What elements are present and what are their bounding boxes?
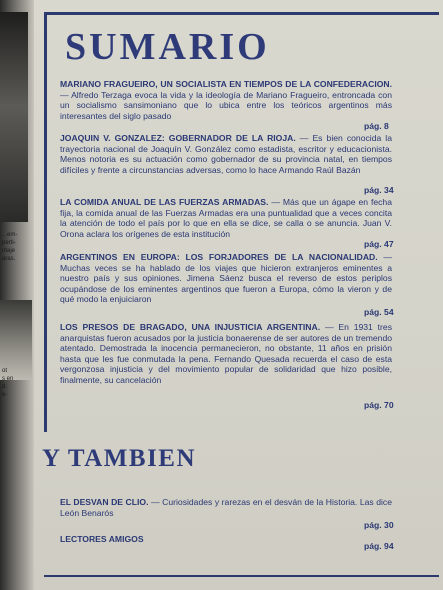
entry-heading: JOAQUIN V. GONZALEZ: GOBERNADOR DE LA RIOJA. <box>60 133 296 143</box>
contents-entry <box>60 79 392 121</box>
margin-fragment: d. <box>2 384 8 390</box>
margin-fragment: aras. <box>2 256 16 262</box>
page-number: pág. 47 <box>364 239 394 249</box>
adjacent-photo-top <box>0 12 28 222</box>
entry-heading: LA COMIDA ANUAL DE LAS FUERZAS ARMADAS. <box>60 197 269 207</box>
top-rule <box>44 12 439 15</box>
margin-fragment: s en <box>2 376 14 382</box>
margin-fragment: ...em- <box>2 232 18 238</box>
contents-entry <box>60 252 392 305</box>
page-number: pág. 30 <box>364 520 394 530</box>
page-number: pág. 94 <box>364 541 394 551</box>
margin-fragment: perti- <box>2 240 16 246</box>
contents-entry <box>60 197 392 239</box>
contents-entry <box>60 133 392 175</box>
contents-entry <box>60 322 392 386</box>
entry-summary: — Curiosidades y rarezas en el desván de la Historia. Las dice León Benarós <box>60 497 392 518</box>
contents-entry <box>60 534 392 545</box>
entry-heading: LECTORES AMIGOS <box>60 534 144 544</box>
bottom-rule <box>44 575 439 577</box>
page-number: pág. 70 <box>364 400 394 410</box>
page-number: pág. 8 <box>364 121 389 131</box>
entry-summary: — Alfredo Terzaga evoca la vida y la ideología de Mariano Fragueiro, entroncada con un socialismo sansimoniano que lo ubica entre los teóricos argentinos más interesantes del siglo pasado <box>60 89 392 121</box>
left-rule <box>44 12 47 432</box>
margin-fragment: ot <box>2 368 8 374</box>
entry-summary: — Es bien conocida la trayectoria nacional de Joaquín V. González como estadista, escritor y educacionista. Menos notoria es su actuación como gobernador de su provincia natal, en tiempos difíciles y frente a circunstancias adversas, como lo hace Armando Raúl Bazán <box>60 133 392 175</box>
page-number: pág. 34 <box>364 185 394 195</box>
margin-fragment: ntaje <box>2 248 16 254</box>
entry-heading: ARGENTINOS EN EUROPA: LOS FORJADORES DE LA NACIONALIDAD. <box>60 252 378 262</box>
contents-entry <box>60 497 392 518</box>
section-title: Y TAMBIEN <box>42 445 197 472</box>
entry-summary: — En 1931 tres anarquistas fueron acusados por la justicia bonaerense de ser autores de un tremendo atentado. Demostrada la inocencia permanecieron, no obstante, 11 años en prisión hasta que les fue conmutada la pena. Fernando Quesada recuerda el caso de esta vergonzosa injusticia y del movimiento popular de solidaridad que hizo posible, finalmente, su cancelación <box>60 322 392 385</box>
entry-summary: — Muchas veces se ha hablado de los viajes que hicieron extranjeros eminentes a nuestro país y sus opiniones. Jimena Sáenz busca el reverso de estos periplos ocupándose de los eminentes argentinos que fueron a Europa, cómo la vieron y de qué modo la enjuiciaron <box>60 252 393 305</box>
page-title: SUMARIO <box>65 26 270 68</box>
entry-summary: — Más que un ágape en fecha fija, la comida anual de las Fuerzas Armadas era una puntualidad que a veces concita la atención de todo el país por lo que en ella se dice, se calla o se anuncia. Juan V. Orona aclara los orígenes de esta institución <box>60 197 392 239</box>
magazine-page <box>34 0 443 590</box>
entry-heading: EL DESVAN DE CLIO. <box>60 497 149 507</box>
margin-fragment: e- <box>2 392 8 398</box>
entry-heading: MARIANO FRAGUEIRO, UN SOCIALISTA EN TIEMPOS DE LA CONFEDERACION. <box>60 79 392 89</box>
adjacent-page-margin <box>0 0 34 590</box>
entry-heading: LOS PRESOS DE BRAGADO, UNA INJUSTICIA ARGENTINA. <box>60 322 321 332</box>
page-number: pág. 54 <box>364 307 394 317</box>
